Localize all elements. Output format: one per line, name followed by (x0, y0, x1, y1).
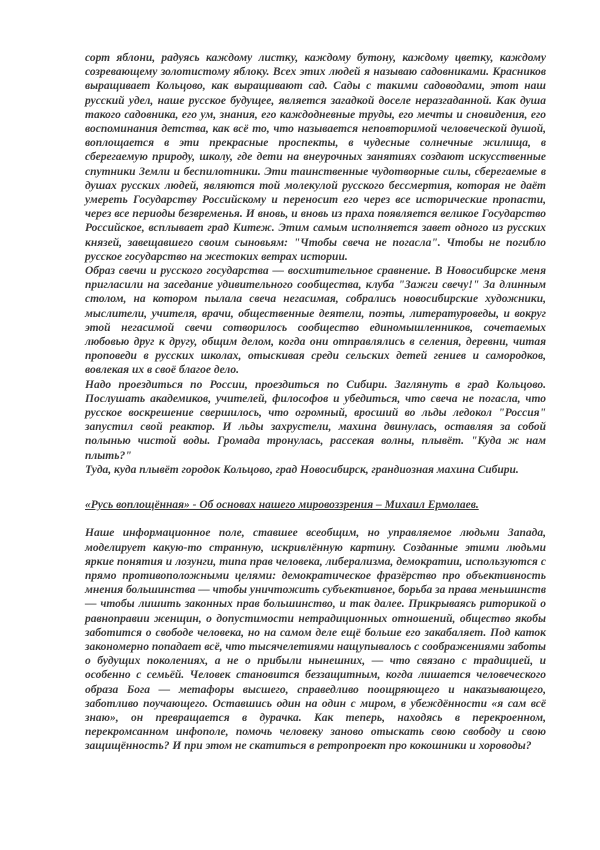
body-paragraph-1: сорт яблони, радуясь каждому листку, каждому бутону, каждому цветку, каждому созревающему золотистому яблоку. Всех этих людей я называю садовниками. Красников выращивает Кольцово, как выращивают сад. Сады с такими садоводами, этот наш русский удел, наше русское будущее, является загадкой доселе неразгаданной. Как душа такого садовника, его ум, знания, его каждодневные труды, его мечты и сновидения, его воспоминания детства, как всё то, что называется неповторимой человеческой душой, воплощается в эти прекрасные проспекты, в чудесные солнечные жилища, в сберегаемую природу, школу, где дети на внеурочных занятиях создают искусственные спутники Земли и беспилотники. Эти таинственные чудотворные силы, сберегаемые в душах русских людей, являются той молекулой русского бессмертия, которая не даёт умереть Государству Российскому и переносит его через все исторические пропасти, через все периоды безвременья. И вновь, и вновь из праха появляется великое Государство Российское, всплывает град Китеж. Этим самым исполняется завет одного из русских князей, завещавшего своим сыновьям: "Чтобы свеча не погасла". Чтобы не погибло русское государство на жестоких ветрах истории. (85, 52, 546, 263)
section-heading: «Русь воплощённая» - Об основах нашего мировоззрения – Михаил Ермолаев. (85, 499, 479, 512)
text-block (85, 51, 546, 754)
body-paragraph-4: Туда, куда плывёт городок Кольцово, град Новосибирск, грандиозная махина Сибири. (85, 463, 519, 476)
body-paragraph-3: Надо проездиться по России, проездиться по Сибири. Заглянуть в град Кольцово. Послушать академиков, учителей, философов и убедиться, что свеча не погасла, что русское воскрешение свершилось, что огромный, вросший во льды ледокол "Россия" запустил свой реактор. И льды захрустели, махина двинулась, оставляя за собой полынью чистой воды. Громада тронулась, рассекая волны, плывёт. "Куда ж нам плыть?" (85, 378, 546, 462)
body-paragraph-5: Наше информационное поле, ставшее всеобщим, но управляемое людьми Запада, моделирует какую-то странную, искривлённую картину. Созданные этими людьми яркие понятия и лозунги, типа прав человека, либерализма, демократии, используются с прямо противоположными целями: демократическое фразёрство про объективность мнения большинства — чтобы уничтожить субъективное, борьба за права меньшинств — чтобы лишить законных прав большинство, и так далее. Прикрываясь риторикой о равноправии женщин, о допустимости нетрадиционных отношений, общество якобы заботится о свободе человека, но на самом деле ещё больше его закабаляет. Под каток закономерно попадает всё, что тысячелетиями нащупывалось с соображениями заботы о будущих поколениях, а не о прибыли нынешних, — что связано с традицией, и особенно с семьёй. Человек становится беззащитным, когда лишается человеческого образа Бога — метафоры высшего, справедливо поощряющего и наказывающего, заботливо поучающего. Оставшись один на один с миром, в убеждённости «я сам всё знаю», он превращается в дурачка. Как теперь, находясь в перекроенном, перекромсанном инфополе, помочь человеку заново отыскать свою свободу и свою защищённость? И при этом не скатиться в ретропроект про кокошники и хороводы? (85, 527, 546, 753)
body-paragraph-2: Образ свечи и русского государства — восхитительное сравнение. В Новосибирске меня пригласили на заседание удивительного сообщества, клуба "Зажги свечу!" За длинным столом, на котором пылала свеча негасимая, собрались новосибирские художники, мыслители, учителя, врачи, общественные деятели, поэты, литературоведы, и вокруг этой негасимой свечи сотворилось сообщество единомышленников, сочетаемых любовью друг к другу, общим делом, когда они отправлялись в селения, деревни, читая проповеди в русских школах, отыскивая среди сельских детей гениев и самородков, вовлекая их в своё благое дело. (85, 265, 546, 377)
